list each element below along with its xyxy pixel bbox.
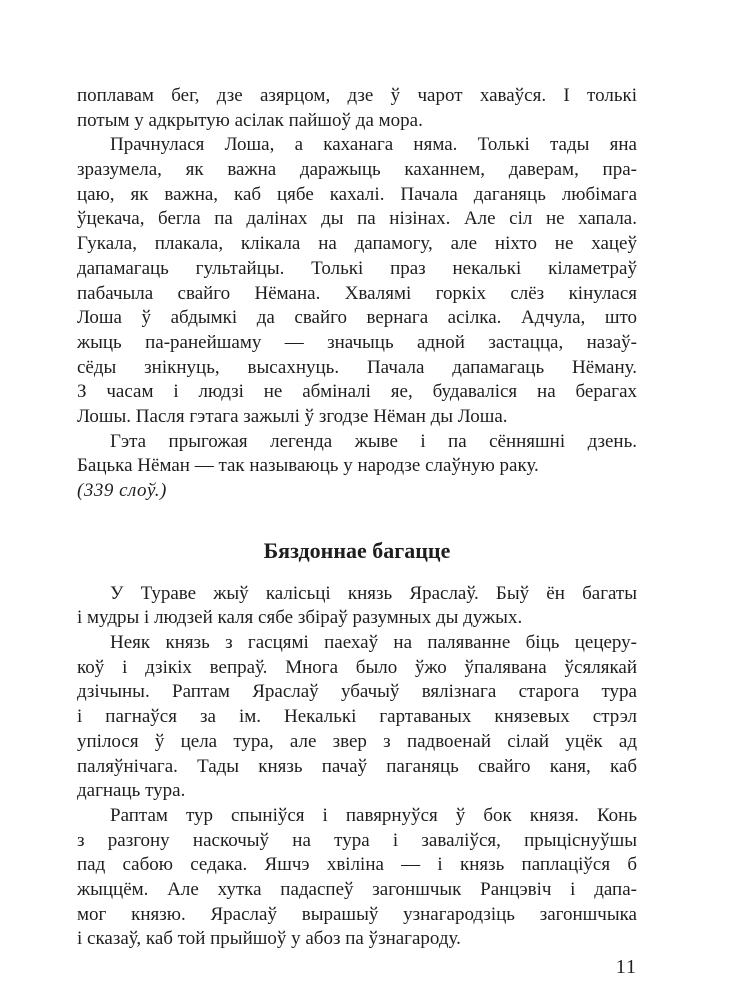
text-line: сёды знікнуць, высахнуць. Пачала дапамагаць Нёману. <box>77 356 637 378</box>
text-line: дзічыны. Раптам Яраслаў убачыў вялізнага старога тура <box>77 681 637 703</box>
text-line: дапамагаць гультайцы. Толькі праз некалькі кіламетраў <box>77 257 637 279</box>
text-line: зразумела, як важна даражыць каханнем, даверам, пра- <box>77 159 637 181</box>
text-line: У Тураве жыў калісьці князь Яраслаў. Быў ён багаты <box>110 582 637 604</box>
text-line: ўцекача, бегла па далінах ды па нізінах. Але сіл не хапала. <box>77 208 637 230</box>
text-line: цаю, як важна, каб цябе кахалі. Пачала даганяць любімага <box>77 183 637 205</box>
text-line: і пагнаўся за ім. Некалькі гартаваных князевых стрэл <box>77 706 637 728</box>
text-line: поплавам бег, дзе азярцом, дзе ў чарот хаваўся. І толькі <box>77 85 637 106</box>
text-line: Раптам тур спыніўся і павярнуўся ў бок князя. Конь <box>110 804 637 826</box>
page-number: 11 <box>615 956 637 978</box>
text-line: З часам і людзі не абміналі яе, будаваліся на берагах <box>77 381 637 403</box>
word-count: (339 слоў.) <box>77 480 167 501</box>
text-line: коў і дзікіх вепраў. Многа было ўжо ўпалявана ўсялякай <box>77 656 637 678</box>
story-section <box>77 582 637 952</box>
text-line: пад сабою седака. Яшчэ хвіліна — і князь паплаціўся б <box>77 854 637 876</box>
text-line: упілося ў цела тура, але звер з падвоенай сілай уцёк ад <box>77 730 637 752</box>
text-line: Прачнулася Лоша, а каханага няма. Толькі тады яна <box>110 134 637 156</box>
text-line: Бацька Нёман — так называюць у народзе слаўную раку. <box>77 455 539 477</box>
page-text <box>77 84 637 952</box>
text-line: паляўнічага. Тады князь пачаў паганяць свайго каня, каб <box>77 755 637 777</box>
text-line: мог князю. Яраслаў вырашыў узнагародзіць загоншчыка <box>77 903 637 925</box>
text-line: потым у адкрытую асілак пайшоў да мора. <box>77 109 423 131</box>
text-line: дагнаць тура. <box>77 780 186 802</box>
legend-section <box>77 84 637 479</box>
text-line: жыццём. Але хутка падаспеў загоншчык Ранцэвіч і дапа- <box>77 878 637 900</box>
text-line: Гэта прыгожая легенда жыве і па сённяшні дзень. <box>110 430 637 452</box>
text-line: Лоша ў абдымкі да свайго вернага асілка. Адчула, што <box>77 307 637 329</box>
text-line: і сказаў, каб той прыйшоў у абоз па ўзнагароду. <box>77 928 461 950</box>
text-line: пабачыла свайго Нёмана. Хвалямі горкіх слёз кінулася <box>77 282 637 304</box>
text-line: Неяк князь з гасцямі паехаў на паляванне біць цецеру- <box>110 632 637 654</box>
text-line: Лошы. Пасля гэтага зажылі ў згодзе Нёман ды Лоша. <box>77 405 508 427</box>
text-line: жыць па-ранейшаму — значыць адной застацца, назаў- <box>77 331 637 353</box>
text-line: і мудры і людзей каля сябе збіраў разумных ды дужых. <box>77 607 523 629</box>
story-title: Бяздоннае багацце <box>263 537 451 563</box>
text-line: з разгону наскочыў на тура і заваліўся, прыціснуўшы <box>77 829 637 851</box>
text-line: Гукала, плакала, клікала на дапамогу, але ніхто не хацеў <box>77 233 637 255</box>
